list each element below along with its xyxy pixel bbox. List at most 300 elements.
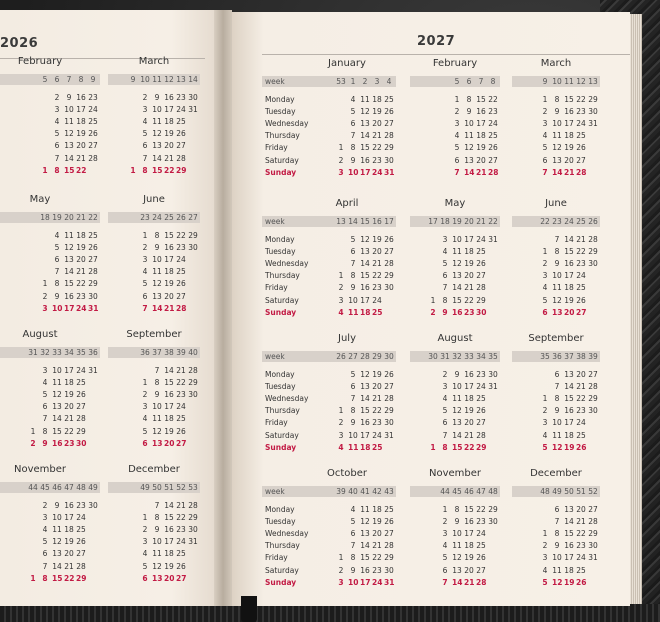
day-date[interactable]: 9: [54, 501, 60, 510]
day-date[interactable]: 28: [76, 414, 86, 424]
sunday-date[interactable]: 15: [152, 165, 163, 175]
day-date[interactable]: 13: [452, 271, 462, 281]
day-date[interactable]: 11: [64, 117, 74, 127]
day-date[interactable]: 29: [476, 295, 486, 305]
day-date[interactable]: 23: [176, 525, 186, 535]
sunday-date[interactable]: 15: [64, 165, 75, 175]
day-date[interactable]: 6: [54, 141, 60, 151]
day-date[interactable]: 26: [384, 517, 394, 527]
day-date[interactable]: 26: [76, 390, 86, 400]
day-date[interactable]: 5: [42, 390, 48, 400]
day-date[interactable]: 5: [350, 107, 356, 117]
day-date[interactable]: 3: [54, 105, 60, 115]
day-date[interactable]: 21: [176, 366, 186, 375]
day-date[interactable]: 14: [452, 430, 462, 440]
day-date[interactable]: 9: [154, 93, 160, 102]
day-date[interactable]: 9: [350, 418, 356, 428]
day-date[interactable]: 17: [164, 402, 174, 412]
day-date[interactable]: 20: [372, 247, 382, 257]
day-date[interactable]: 4: [542, 131, 548, 141]
day-date[interactable]: 10: [552, 119, 562, 129]
day-date[interactable]: 30: [488, 370, 498, 379]
day-date[interactable]: 9: [350, 283, 356, 293]
day-date[interactable]: 28: [476, 283, 486, 293]
day-date[interactable]: 10: [552, 553, 562, 563]
day-date[interactable]: 30: [384, 283, 394, 293]
day-date[interactable]: 20: [576, 370, 586, 379]
day-date[interactable]: 5: [350, 370, 356, 379]
day-date[interactable]: 3: [454, 119, 460, 129]
sunday-date[interactable]: 12: [552, 442, 563, 452]
day-date[interactable]: 21: [576, 382, 586, 392]
day-date[interactable]: 18: [476, 131, 486, 141]
day-date[interactable]: 28: [188, 366, 198, 375]
day-date[interactable]: 7: [54, 153, 60, 163]
day-date[interactable]: 8: [42, 426, 48, 436]
sunday-date[interactable]: 31: [88, 303, 99, 313]
day-date[interactable]: 29: [188, 231, 198, 240]
day-date[interactable]: 21: [76, 267, 86, 277]
day-date[interactable]: 17: [464, 382, 474, 392]
day-date[interactable]: 16: [76, 93, 86, 102]
day-date[interactable]: 13: [552, 155, 562, 165]
day-date[interactable]: 22: [176, 378, 186, 388]
day-date[interactable]: 12: [360, 517, 370, 527]
day-date[interactable]: 13: [564, 505, 574, 514]
day-date[interactable]: 5: [42, 537, 48, 547]
day-date[interactable]: 20: [464, 565, 474, 575]
day-date[interactable]: 13: [452, 418, 462, 428]
day-date[interactable]: 4: [542, 430, 548, 440]
day-date[interactable]: 10: [552, 418, 562, 428]
day-date[interactable]: 24: [576, 418, 586, 428]
day-date[interactable]: 22: [176, 513, 186, 523]
sunday-date[interactable]: 14: [552, 167, 563, 177]
sunday-date[interactable]: 21: [464, 577, 475, 587]
day-date[interactable]: 4: [54, 117, 60, 127]
day-date[interactable]: 12: [552, 295, 562, 305]
day-date[interactable]: 29: [384, 143, 394, 153]
day-date[interactable]: 21: [464, 430, 474, 440]
day-date[interactable]: 20: [464, 271, 474, 281]
day-date[interactable]: 31: [588, 119, 598, 129]
day-date[interactable]: 21: [76, 153, 86, 163]
day-date[interactable]: 27: [384, 382, 394, 392]
day-date[interactable]: 19: [464, 259, 474, 269]
sunday-date[interactable]: 6: [142, 438, 148, 448]
day-date[interactable]: 10: [552, 271, 562, 281]
day-date[interactable]: 26: [88, 243, 98, 253]
day-date[interactable]: 13: [360, 247, 370, 257]
day-date[interactable]: 11: [452, 394, 462, 404]
day-date[interactable]: 19: [164, 561, 174, 571]
day-date[interactable]: 3: [338, 430, 344, 440]
sunday-date[interactable]: 28: [176, 303, 187, 313]
day-date[interactable]: 28: [88, 153, 98, 163]
day-date[interactable]: 6: [542, 155, 548, 165]
sunday-date[interactable]: 22: [76, 165, 87, 175]
day-date[interactable]: 2: [54, 93, 60, 102]
day-date[interactable]: 27: [88, 141, 98, 151]
day-date[interactable]: 15: [360, 553, 370, 563]
day-date[interactable]: 23: [576, 406, 586, 416]
day-date[interactable]: 19: [464, 553, 474, 563]
day-date[interactable]: 1: [542, 394, 548, 404]
day-date[interactable]: 23: [476, 517, 486, 527]
day-date[interactable]: 7: [350, 259, 356, 269]
sunday-date[interactable]: 1: [30, 573, 36, 583]
sunday-date[interactable]: 12: [552, 577, 563, 587]
day-date[interactable]: 7: [154, 501, 160, 510]
day-date[interactable]: 26: [384, 235, 394, 244]
day-date[interactable]: 19: [76, 129, 86, 139]
day-date[interactable]: 28: [476, 430, 486, 440]
day-date[interactable]: 22: [372, 143, 382, 153]
day-date[interactable]: 11: [360, 505, 370, 514]
day-date[interactable]: 10: [452, 382, 462, 392]
sunday-date[interactable]: 8: [54, 165, 60, 175]
day-date[interactable]: 18: [164, 117, 174, 127]
day-date[interactable]: 27: [476, 271, 486, 281]
sunday-date[interactable]: 30: [76, 438, 87, 448]
sunday-date[interactable]: 6: [542, 307, 548, 317]
day-date[interactable]: 6: [42, 549, 48, 559]
day-date[interactable]: 7: [350, 394, 356, 404]
sunday-date[interactable]: 19: [564, 442, 575, 452]
sunday-date[interactable]: 24: [76, 303, 87, 313]
day-date[interactable]: 16: [564, 541, 574, 551]
day-date[interactable]: 22: [488, 95, 498, 104]
day-date[interactable]: 4: [442, 394, 448, 404]
sunday-date[interactable]: 14: [152, 303, 163, 313]
day-date[interactable]: 21: [372, 541, 382, 551]
sunday-date[interactable]: 3: [338, 577, 344, 587]
day-date[interactable]: 26: [576, 295, 586, 305]
sunday-date[interactable]: 1: [430, 442, 436, 452]
sunday-date[interactable]: 8: [442, 442, 448, 452]
day-date[interactable]: 10: [152, 402, 162, 412]
day-date[interactable]: 21: [64, 561, 74, 571]
day-date[interactable]: 27: [576, 155, 586, 165]
day-date[interactable]: 14: [564, 517, 574, 527]
day-date[interactable]: 10: [152, 105, 162, 115]
day-date[interactable]: 4: [454, 131, 460, 141]
day-date[interactable]: 8: [350, 271, 356, 281]
day-date[interactable]: 1: [42, 279, 48, 289]
day-date[interactable]: 6: [442, 418, 448, 428]
sunday-date[interactable]: 7: [142, 303, 148, 313]
day-date[interactable]: 12: [52, 537, 62, 547]
day-date[interactable]: 3: [42, 513, 48, 523]
day-date[interactable]: 9: [554, 259, 560, 269]
sunday-date[interactable]: 28: [576, 167, 587, 177]
day-date[interactable]: 11: [452, 247, 462, 257]
sunday-date[interactable]: 18: [360, 442, 371, 452]
day-date[interactable]: 19: [372, 235, 382, 244]
day-date[interactable]: 9: [154, 390, 160, 400]
day-date[interactable]: 18: [164, 549, 174, 559]
day-date[interactable]: 8: [554, 247, 560, 257]
sunday-date[interactable]: 15: [52, 573, 63, 583]
day-date[interactable]: 23: [176, 243, 186, 253]
day-date[interactable]: 19: [476, 143, 486, 153]
day-date[interactable]: 1: [142, 378, 148, 388]
day-date[interactable]: 29: [188, 378, 198, 388]
day-date[interactable]: 13: [152, 141, 162, 151]
day-date[interactable]: 23: [76, 501, 86, 510]
day-date[interactable]: 8: [54, 279, 60, 289]
day-date[interactable]: 8: [466, 95, 472, 104]
day-date[interactable]: 1: [542, 529, 548, 539]
day-date[interactable]: 14: [152, 153, 162, 163]
day-date[interactable]: 11: [152, 117, 162, 127]
day-date[interactable]: 20: [464, 418, 474, 428]
day-date[interactable]: 6: [454, 155, 460, 165]
day-date[interactable]: 26: [176, 279, 186, 289]
day-date[interactable]: 27: [76, 549, 86, 559]
day-date[interactable]: 17: [164, 537, 174, 547]
day-date[interactable]: 21: [372, 131, 382, 141]
day-date[interactable]: 17: [164, 105, 174, 115]
day-date[interactable]: 18: [76, 231, 86, 240]
day-date[interactable]: 12: [452, 553, 462, 563]
day-date[interactable]: 22: [176, 231, 186, 240]
sunday-date[interactable]: 29: [76, 573, 87, 583]
day-date[interactable]: 9: [66, 93, 72, 102]
day-date[interactable]: 16: [360, 565, 370, 575]
day-date[interactable]: 5: [142, 426, 148, 436]
sunday-date[interactable]: 19: [564, 577, 575, 587]
day-date[interactable]: 29: [588, 247, 598, 257]
day-date[interactable]: 18: [76, 117, 86, 127]
day-date[interactable]: 25: [176, 414, 186, 424]
day-date[interactable]: 8: [454, 505, 460, 514]
day-date[interactable]: 14: [564, 382, 574, 392]
day-date[interactable]: 26: [176, 129, 186, 139]
day-date[interactable]: 29: [384, 406, 394, 416]
day-date[interactable]: 18: [372, 95, 382, 104]
day-date[interactable]: 30: [384, 565, 394, 575]
day-date[interactable]: 15: [360, 143, 370, 153]
day-date[interactable]: 23: [576, 107, 586, 117]
sunday-date[interactable]: 20: [564, 307, 575, 317]
day-date[interactable]: 30: [384, 418, 394, 428]
day-date[interactable]: 18: [64, 378, 74, 388]
day-date[interactable]: 25: [488, 131, 498, 141]
day-date[interactable]: 27: [384, 529, 394, 539]
sunday-date[interactable]: 16: [52, 438, 63, 448]
day-date[interactable]: 11: [64, 231, 74, 240]
day-date[interactable]: 27: [76, 402, 86, 412]
day-date[interactable]: 11: [52, 525, 62, 535]
sunday-date[interactable]: 3: [338, 167, 344, 177]
day-date[interactable]: 12: [452, 259, 462, 269]
day-date[interactable]: 27: [384, 247, 394, 257]
sunday-date[interactable]: 10: [348, 167, 359, 177]
day-date[interactable]: 11: [552, 565, 562, 575]
day-date[interactable]: 24: [176, 402, 186, 412]
day-date[interactable]: 16: [164, 390, 174, 400]
day-date[interactable]: 28: [384, 259, 394, 269]
day-date[interactable]: 8: [350, 143, 356, 153]
day-date[interactable]: 2: [142, 525, 148, 535]
day-date[interactable]: 31: [384, 430, 394, 440]
day-date[interactable]: 30: [188, 390, 198, 400]
day-date[interactable]: 4: [42, 378, 48, 388]
sunday-date[interactable]: 21: [476, 167, 487, 177]
sunday-date[interactable]: 20: [164, 438, 175, 448]
sunday-date[interactable]: 7: [542, 167, 548, 177]
day-date[interactable]: 23: [372, 565, 382, 575]
day-date[interactable]: 18: [564, 430, 574, 440]
sunday-date[interactable]: 4: [338, 442, 344, 452]
day-date[interactable]: 2: [442, 517, 448, 527]
day-date[interactable]: 25: [576, 430, 586, 440]
day-date[interactable]: 2: [142, 243, 148, 253]
day-date[interactable]: 5: [350, 235, 356, 244]
day-date[interactable]: 20: [476, 155, 486, 165]
day-date[interactable]: 14: [360, 259, 370, 269]
day-date[interactable]: 25: [384, 95, 394, 104]
day-date[interactable]: 8: [554, 394, 560, 404]
day-date[interactable]: 27: [476, 565, 486, 575]
day-date[interactable]: 19: [164, 426, 174, 436]
day-date[interactable]: 16: [64, 501, 74, 510]
day-date[interactable]: 1: [542, 95, 548, 104]
day-date[interactable]: 24: [176, 537, 186, 547]
day-date[interactable]: 11: [152, 267, 162, 277]
day-date[interactable]: 31: [88, 366, 98, 375]
day-date[interactable]: 12: [360, 107, 370, 117]
day-date[interactable]: 10: [464, 119, 474, 129]
day-date[interactable]: 3: [142, 537, 148, 547]
day-date[interactable]: 14: [64, 267, 74, 277]
day-date[interactable]: 18: [564, 131, 574, 141]
day-date[interactable]: 24: [176, 255, 186, 265]
day-date[interactable]: 10: [64, 105, 74, 115]
day-date[interactable]: 17: [76, 105, 86, 115]
day-date[interactable]: 12: [152, 129, 162, 139]
day-date[interactable]: 20: [164, 141, 174, 151]
day-date[interactable]: 13: [564, 370, 574, 379]
day-date[interactable]: 25: [476, 247, 486, 257]
sunday-date[interactable]: 14: [464, 167, 475, 177]
day-date[interactable]: 27: [176, 141, 186, 151]
day-date[interactable]: 22: [576, 529, 586, 539]
day-date[interactable]: 23: [576, 541, 586, 551]
day-date[interactable]: 10: [52, 366, 62, 375]
sunday-date[interactable]: 16: [452, 307, 463, 317]
day-date[interactable]: 8: [350, 406, 356, 416]
day-date[interactable]: 15: [52, 426, 62, 436]
day-date[interactable]: 15: [564, 95, 574, 104]
day-date[interactable]: 2: [338, 155, 344, 165]
day-date[interactable]: 10: [452, 235, 462, 244]
sunday-date[interactable]: 1: [130, 165, 136, 175]
day-date[interactable]: 7: [142, 153, 148, 163]
day-date[interactable]: 29: [384, 271, 394, 281]
day-date[interactable]: 13: [360, 382, 370, 392]
day-date[interactable]: 19: [164, 129, 174, 139]
day-date[interactable]: 26: [176, 426, 186, 436]
day-date[interactable]: 12: [64, 243, 74, 253]
sunday-date[interactable]: 17: [360, 167, 371, 177]
day-date[interactable]: 23: [176, 93, 186, 102]
day-date[interactable]: 9: [454, 517, 460, 527]
day-date[interactable]: 25: [88, 231, 98, 240]
day-date[interactable]: 28: [588, 235, 598, 244]
day-date[interactable]: 1: [142, 513, 148, 523]
sunday-date[interactable]: 5: [542, 577, 548, 587]
day-date[interactable]: 6: [142, 141, 148, 151]
day-date[interactable]: 6: [42, 402, 48, 412]
day-date[interactable]: 15: [564, 529, 574, 539]
day-date[interactable]: 9: [554, 541, 560, 551]
day-date[interactable]: 4: [542, 283, 548, 293]
day-date[interactable]: 2: [42, 501, 48, 510]
day-date[interactable]: 24: [476, 529, 486, 539]
day-date[interactable]: 29: [188, 513, 198, 523]
day-date[interactable]: 30: [384, 155, 394, 165]
day-date[interactable]: 16: [564, 406, 574, 416]
day-date[interactable]: 8: [442, 295, 448, 305]
day-date[interactable]: 16: [164, 525, 174, 535]
day-date[interactable]: 29: [588, 95, 598, 104]
day-date[interactable]: 4: [54, 231, 60, 240]
day-date[interactable]: 16: [476, 107, 486, 117]
day-date[interactable]: 21: [576, 517, 586, 527]
day-date[interactable]: 24: [76, 366, 86, 375]
day-date[interactable]: 24: [488, 119, 498, 129]
day-date[interactable]: 30: [88, 501, 98, 510]
day-date[interactable]: 1: [442, 505, 448, 514]
day-date[interactable]: 9: [554, 107, 560, 117]
day-date[interactable]: 19: [372, 107, 382, 117]
day-date[interactable]: 6: [554, 505, 560, 514]
day-date[interactable]: 8: [554, 529, 560, 539]
day-date[interactable]: 23: [372, 155, 382, 165]
day-date[interactable]: 29: [588, 529, 598, 539]
day-date[interactable]: 6: [350, 247, 356, 257]
day-date[interactable]: 22: [576, 394, 586, 404]
day-date[interactable]: 9: [454, 370, 460, 379]
day-date[interactable]: 30: [588, 541, 598, 551]
day-date[interactable]: 20: [64, 402, 74, 412]
day-date[interactable]: 19: [372, 370, 382, 379]
day-date[interactable]: 31: [588, 553, 598, 563]
day-date[interactable]: 13: [360, 119, 370, 129]
day-date[interactable]: 17: [564, 119, 574, 129]
day-date[interactable]: 1: [338, 553, 344, 563]
day-date[interactable]: 1: [142, 231, 148, 240]
sunday-date[interactable]: 10: [348, 577, 359, 587]
day-date[interactable]: 17: [564, 418, 574, 428]
day-date[interactable]: 7: [554, 235, 560, 244]
day-date[interactable]: 14: [164, 501, 174, 510]
day-date[interactable]: 14: [64, 153, 74, 163]
day-date[interactable]: 9: [350, 565, 356, 575]
sunday-date[interactable]: 2: [430, 307, 436, 317]
day-date[interactable]: 16: [564, 107, 574, 117]
day-date[interactable]: 19: [164, 279, 174, 289]
day-date[interactable]: 15: [564, 394, 574, 404]
sunday-date[interactable]: 4: [338, 307, 344, 317]
day-date[interactable]: 4: [142, 117, 148, 127]
day-date[interactable]: 22: [372, 271, 382, 281]
day-date[interactable]: 4: [350, 95, 356, 104]
sunday-date[interactable]: 22: [164, 165, 175, 175]
day-date[interactable]: 20: [76, 141, 86, 151]
